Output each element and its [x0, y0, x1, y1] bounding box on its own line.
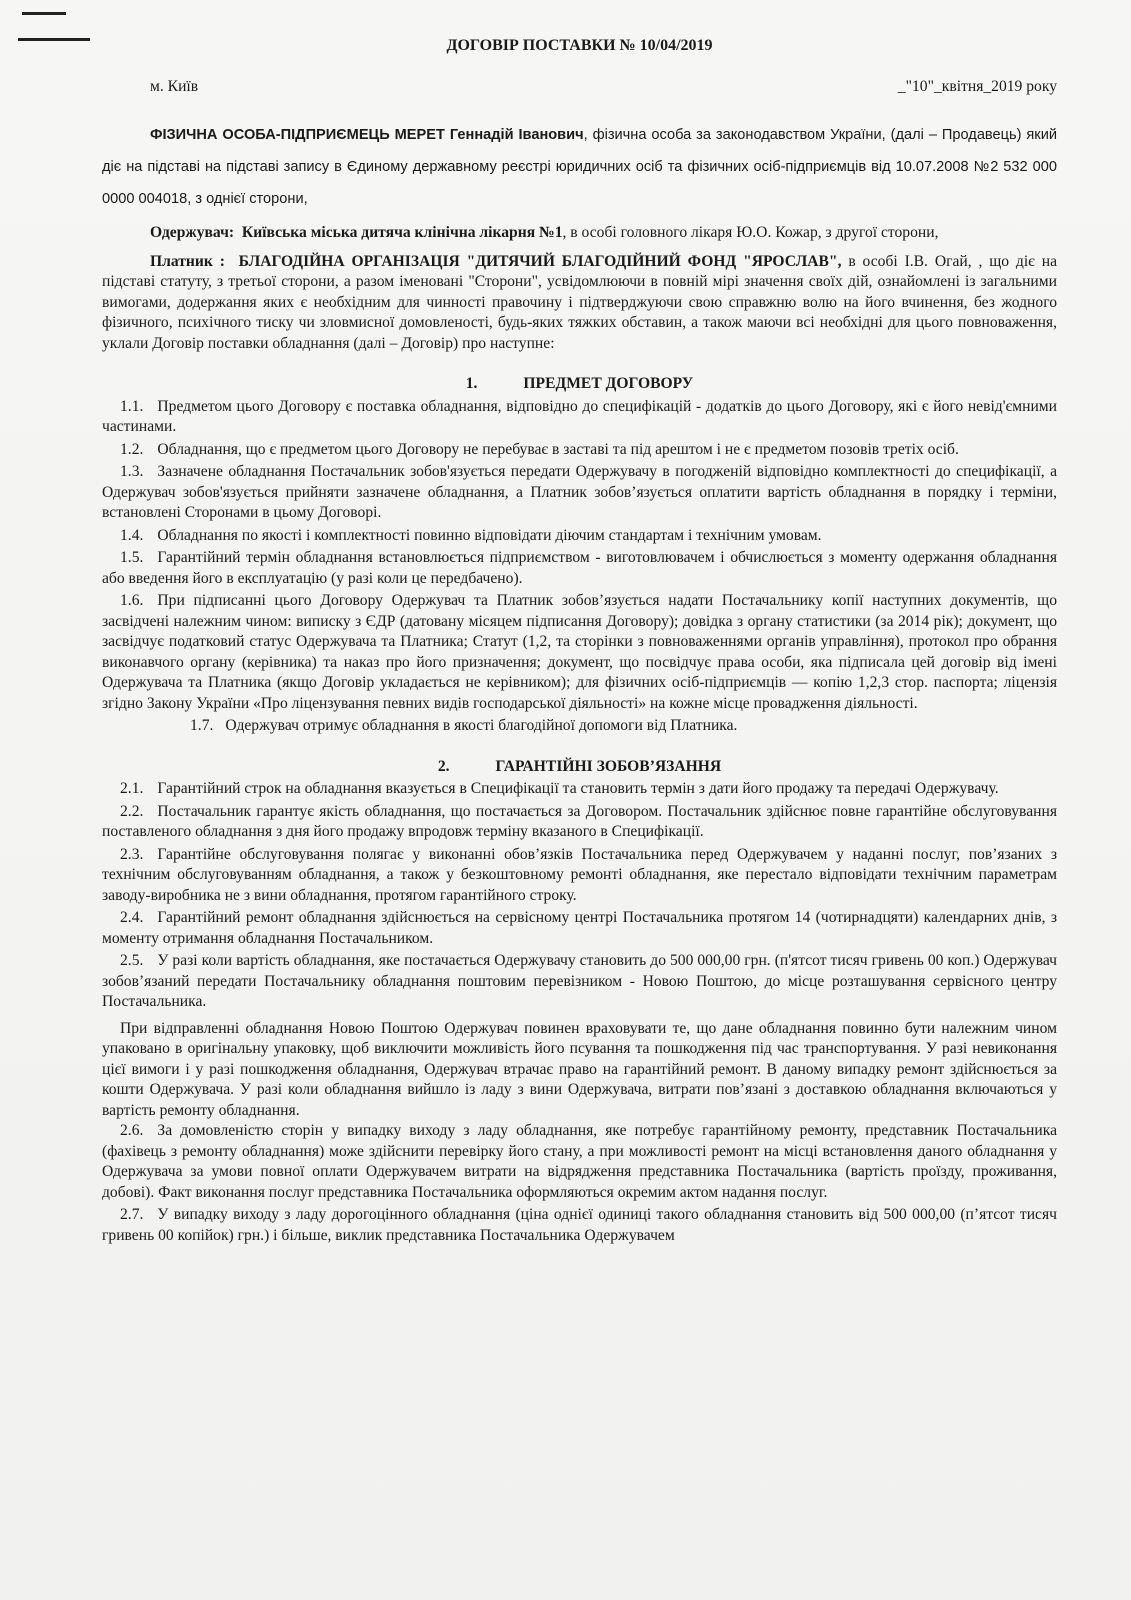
city: м. Київ: [150, 77, 199, 95]
clause-1-3: 1.3. Зазначене обладнання Постачальник зобов'язується передати Одержувачу в погодженій відповідно комплектності до специфікації, а Одержувач зобов'язується прийняти зазначене обладнання, а Платник зобов’язується оплатити вартість обладнання в порядку і терміни, встановлені Сторонами в цьому Договорі.: [102, 463, 1057, 521]
party-payer: [102, 252, 1057, 355]
clause-2-2: 2.2. Постачальник гарантує якість обладнання, що постачається за Договором. Постачальник здійснює повне гарантійне обслуговування поставленого обладнання з дня його продажу впродовж терміну вказаного в Специфікації.: [102, 802, 1057, 840]
city-date-row: [102, 77, 1057, 98]
section-title: 1. ПРЕДМЕТ ДОГОВОРУ: [465, 375, 694, 392]
recipient-label: Одержувач:: [150, 224, 235, 241]
scan-artifact-line: [18, 38, 90, 41]
scan-artifact-line: [22, 12, 66, 15]
clause-2-6: 2.6. За домовленістю сторін у випадку виходу з ладу обладнання, яке потребує гарантійному ремонту, представник Постачальника (фахівець з ремонту обладнання) може здійснити перевірку його стану, а при можливості ремонт на місці встановлення даного обладнання у Одержувача за умови повної оплати Одержувачем витрати на відрядження представника Постачальника (вартість проїзду, проживання, добові). Факт виконання послуг представника Постачальника оформляються окремим актом надання послуг.: [102, 1122, 1057, 1201]
clause-2-4: 2.4. Гарантійний ремонт обладнання здійснюється на сервісному центрі Постачальника протягом 14 (чотирнадцяти) календарних днів, з моменту отримання обладнання Постачальником.: [102, 909, 1057, 947]
seller-text: , фізична особа за законодавством України, (далі – Продавець) який діє на підставі на підставі запису в Єдиному державному реєстрі юридичних осіб та фізичних осіб-підприємців від 10.07.2008 №2 532 000 0000 004018, з однієї сторони,: [102, 127, 1057, 207]
clause-1-2: 1.2. Обладнання, що є предметом цього Договору не перебуває в заставі та під арештом і не є предметом позовів третіх осіб.: [120, 440, 959, 458]
clause-2-1: 2.1. Гарантійний строк на обладнання вказується в Специфікації та становить термін з дати його продажу та передачі Одержувачу.: [120, 780, 999, 797]
clause-1-4: 1.4. Обладнання по якості і комплектності повинно відповідати діючим стандартам і технічним умовам.: [120, 526, 822, 544]
section-2: [102, 757, 1057, 1247]
clause-2-3: 2.3. Гарантійне обслуговування полягає у виконанні обов’язків Постачальника перед Одержувачем у наданні послуг, пов’язаних з технічним обслуговуванням обладнання, а також у безкоштовному ремонті обладнання, яке перестало відповідати технічним параметрам заводу-виробника не з вини обладнання, протягом гарантійного строку.: [102, 845, 1057, 904]
section-1: [102, 374, 1057, 737]
clause-2-5-paragraph: При відправленні обладнання Новою Поштою Одержувач повинен враховувати те, що дане обладнання повинно бути належним чином упаковано в оригінальну упаковку, щоб виключити можливість його псування та пошкодження під час транспортування. У разі невиконання цієї вимоги і у разі пошкодження обладнання, Одержувач втрачає право на гарантійний ремонт. В даному випадку ремонт здійснюється за кошти Одержувача. У разі коли обладнання вийшло із ладу з вини Одержувача, витрати пов’язані з доставкою обладнання включаються у вартість ремонту обладнання.: [102, 1019, 1057, 1119]
clause-2-7: 2.7. У випадку виходу з ладу дорогоцінного обладнання (ціна однієї одиниці такого обладнання становить від 500 000,00 (п’ятсот тисяч гривень 00 копійок) грн.) і більше, виклик представника Постачальника Одержувачем: [102, 1206, 1057, 1244]
party-recipient: [102, 223, 1057, 244]
clause-1-5: 1.5. Гарантійний термін обладнання встановлюється підприємством - виготовлювачем і обчислюється з моменту одержання обладнання або введення його в експлуатацію (у разі коли це передбачено).: [102, 549, 1057, 587]
payer-text: в особі І.В. Огай, , що діє на підставі статуту, з третьої сторони, а разом іменовані "Сторони", усвідомлюючи в повній мірі значення своїх дій, ознайомлені із загальними вимогами, додержання яких є необхідним для чинності правочину і підтверджуючи свою справжню волю на його вчинення, без жодного фізичного, психічного тиску чи зловмисної домовленості, будь-яких тяжких обставин, а також маючи всі необхідні для цього повноваження, уклали Договір поставки обладнання (далі – Договір) про наступне:: [102, 252, 1057, 352]
section-title: 2. ГАРАНТІЙНІ ЗОБОВ’ЯЗАННЯ: [437, 757, 722, 775]
clause-2-5: 2.5. У разі коли вартість обладнання, яке постачається Одержувачу становить до 500 000,00 грн. (п'ятсот тисяч гривень 00 коп.) Одержувач зобов’язаний передати Постачальнику обладнання поштовим перевізником - Новою Поштою, до місце розташування сервісного центру Постачальника.: [102, 952, 1057, 1010]
party-seller: [102, 119, 1057, 215]
payer-label: Платник :: [150, 252, 225, 270]
clause-1-1: 1.1. Предметом цього Договору є поставка обладнання, відповідно до специфікацій - додатків до цього Договору, які є його невід'ємними частинами.: [102, 397, 1057, 435]
seller-name: ФІЗИЧНА ОСОБА-ПІДПРИЄМЕЦЬ МЕРЕТ Геннадій Іванович: [150, 127, 584, 143]
clause-1-6: 1.6. При підписанні цього Договору Одержувач та Платник зобов’язується надати Постачальнику копії наступних документів, що засвідчені належним чином: виписку з ЄДР (датовану місяцем підписання Договору); довідка з органу статистики (за 2014 рік); документ, що засвідчує податковий статус Одержувача та Платника; Статут (1,2, та сторінки з повноваженнями органів управління), протокол про обрання виконавчого органу (керівника) та наказ про його призначення; документ, що посвідчує права особи, яка підписала цей договір від імені Одержувача та Платника (якщо Договір укладається не керівником); для фізичних осіб-підприємців — копію 1,2,3 стор. паспорта; ліцензія згідно Закону України «Про ліцензування певних видів господарської діяльності» на кожне місце провадження діяльності.: [102, 592, 1057, 712]
document-body: [102, 36, 1057, 1248]
payer-name: БЛАГОДІЙНА ОРГАНІЗАЦІЯ "ДИТЯЧИЙ БЛАГОДІЙНИЙ ФОНД "ЯРОСЛАВ",: [238, 252, 842, 270]
recipient-text: , в особі головного лікаря Ю.О. Кожар, з другої сторони,: [562, 224, 939, 241]
document-title: ДОГОВІР ПОСТАВКИ № 10/04/2019: [446, 37, 713, 54]
recipient-name: Київська міська дитяча клінічна лікарня №1: [241, 224, 563, 241]
clause-1-7: 1.7. Одержувач отримує обладнання в якості благодійної допомоги від Платника.: [190, 717, 738, 734]
date: _"10"_квітня_2019 року: [897, 77, 1057, 95]
